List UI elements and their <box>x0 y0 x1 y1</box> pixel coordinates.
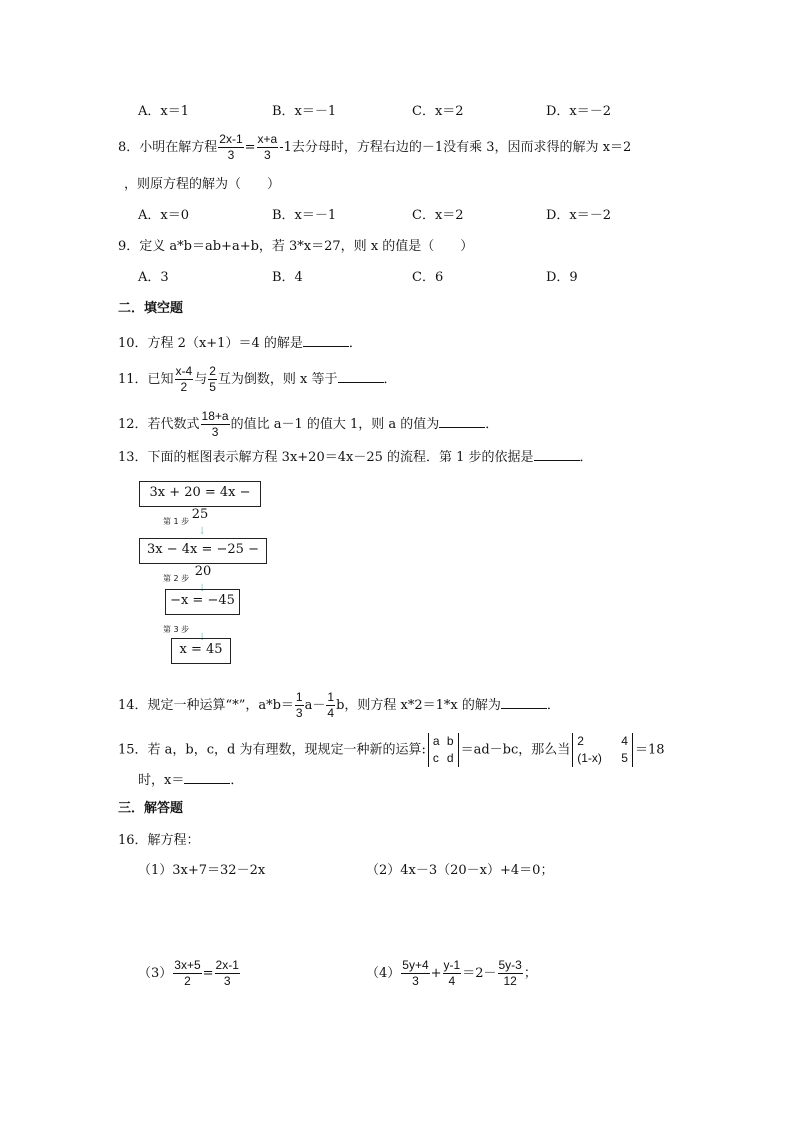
q13-end: ． <box>579 450 593 465</box>
q9-option-c: C．6 <box>412 270 444 285</box>
q16-part-2: （2）4x－3（20－x）+4＝0； <box>366 863 554 878</box>
q9-option-b: B．4 <box>272 270 303 285</box>
q9-text: 9．定义 a*b＝ab+a+b，若 3*x＝27，则 x 的值是（ ） <box>118 239 474 254</box>
q16-part-3-equals: = <box>202 966 214 981</box>
q14-text-mid2: b，则方程 x*2＝1*x 的解为 <box>336 698 501 713</box>
q14-fraction-1: $\frac{1}{3}$ <box>295 690 303 720</box>
q15-line2-text: 时，x＝ <box>138 773 185 788</box>
q9-option-a: A．3 <box>138 270 169 285</box>
q14-line <box>118 690 560 721</box>
q8-option-d: D．x＝－2 <box>546 208 612 223</box>
q11-text-mid: 与 <box>194 372 208 387</box>
q13-answer-blank[interactable] <box>534 446 580 461</box>
q15-text-mid: ＝ad－bc，那么当 <box>460 742 571 758</box>
q12-fraction: $\frac{18+a}{3}$ <box>201 409 229 439</box>
q10-answer-blank[interactable] <box>303 332 349 347</box>
section-fill-in-heading: 二．填空题 <box>118 301 184 316</box>
q12-answer-blank[interactable] <box>439 413 485 428</box>
q13-line <box>118 446 593 467</box>
q16-part-4 <box>366 958 537 989</box>
q8-line2: ，则原方程的解为（ ） <box>124 177 281 192</box>
q15-text-end: ＝18 <box>634 742 665 758</box>
q15-text-start: 15．若 a，b，c，d 为有理数，现规定一种新的运算: <box>118 742 426 758</box>
q16-part-4-fraction-2: $\frac{y-1}{4}$ <box>443 958 461 988</box>
q12-line <box>118 409 498 440</box>
q8-option-a: A．x＝0 <box>138 208 189 223</box>
q11-answer-blank[interactable] <box>338 368 384 383</box>
q15-answer-blank[interactable] <box>184 769 230 784</box>
q16-title: 16．解方程： <box>118 833 200 848</box>
q8-text-mid: -1去分母时，方程右边的－1没有乘 3，因而求得的解为 x＝2 <box>279 140 632 155</box>
q8-fraction-2: $\frac{x+a}{3}$ <box>257 132 278 162</box>
flow-arrow-down-icon: ↓ <box>198 632 207 643</box>
q8-fraction-1: $\frac{2x-1}{3}$ <box>219 132 243 162</box>
q16-part-4-label: （4） <box>366 966 401 981</box>
q16-part-1: （1）3x+7＝32－2x <box>138 863 266 878</box>
flow-step-1-label: 第 1 步 <box>163 517 190 526</box>
q15-end: ． <box>230 773 244 788</box>
q8-option-b: B．x＝－1 <box>272 208 337 223</box>
q7-option-d: D．x＝－2 <box>546 104 612 119</box>
flow-box-3: −x = −45 <box>165 589 240 615</box>
q16-part-4-plus: + <box>430 966 442 981</box>
flow-step-3-label: 第 3 步 <box>163 625 190 634</box>
q11-text-end: 互为倒数，则 x 等于 <box>217 372 338 387</box>
flow-box-1: 3x + 20 = 4x − 25 <box>139 481 261 507</box>
section-solve-heading: 三．解答题 <box>118 801 184 816</box>
q8-text-start: 8．小明在解方程 <box>118 140 218 155</box>
q11-fraction-2: $\frac{2}{5}$ <box>209 364 216 394</box>
q14-text-start: 14．规定一种运算“*”，a*b＝ <box>118 698 294 713</box>
q14-fraction-2: $\frac{1}{4}$ <box>327 690 335 720</box>
q9-option-d: D．9 <box>546 270 578 285</box>
q10-line <box>118 332 362 353</box>
q16-part-3-fraction-1: $\frac{3x+5}{2}$ <box>174 958 201 988</box>
q13-text: 13．下面的框图表示解方程 3x+20＝4x－25 的流程．第 1 步的依据是 <box>118 450 534 465</box>
q10-text: 10．方程 2（x+1）＝4 的解是 <box>118 336 303 351</box>
q8-equals: = <box>244 140 256 155</box>
q14-answer-blank[interactable] <box>501 694 547 709</box>
q16-part-4-mid: ＝2－ <box>462 966 497 981</box>
q7-option-c: C．x＝2 <box>412 104 464 119</box>
q15-determinant-2: 2 4 (1-x) 5 <box>572 733 633 767</box>
flow-arrow-down-icon: ↓ <box>198 583 207 594</box>
q14-text-mid1: a－ <box>304 698 326 713</box>
q8-option-c: C．x＝2 <box>412 208 464 223</box>
flow-arrow-down-icon: ↓ <box>198 526 207 537</box>
q11-end: ． <box>383 372 397 387</box>
q11-line <box>118 364 397 395</box>
q15-line1 <box>118 733 664 767</box>
q16-part-3-fraction-2: $\frac{2x-1}{3}$ <box>215 958 239 988</box>
q15-line2 <box>138 769 243 790</box>
q10-end: ． <box>348 336 362 351</box>
q14-end: ． <box>546 698 560 713</box>
q16-part-3 <box>138 958 241 989</box>
q7-option-b: B．x＝－1 <box>272 104 337 119</box>
q12-text-start: 12．若代数式 <box>118 417 200 432</box>
q11-text-start: 11．已知 <box>118 372 174 387</box>
q12-text-end: 的值比 a－1 的值大 1，则 a 的值为 <box>230 417 440 432</box>
q16-part-4-fraction-3: $\frac{5y-3}{12}$ <box>498 958 522 988</box>
q16-part-3-label: （3） <box>138 966 173 981</box>
q12-end: ． <box>485 417 499 432</box>
q15-determinant-1: a b c d <box>428 733 459 767</box>
q11-fraction-1: $\frac{x-4}{2}$ <box>175 364 193 394</box>
flow-box-2: 3x − 4x = −25 − 20 <box>139 538 267 564</box>
q7-option-a: A．x＝1 <box>138 104 189 119</box>
q16-part-4-end: ； <box>523 966 537 981</box>
flow-step-2-label: 第 2 步 <box>163 574 190 583</box>
flow-box-4: x = 45 <box>171 638 231 664</box>
q16-part-4-fraction-1: $\frac{5y+4}{3}$ <box>402 958 429 988</box>
q8-line1 <box>118 132 631 163</box>
